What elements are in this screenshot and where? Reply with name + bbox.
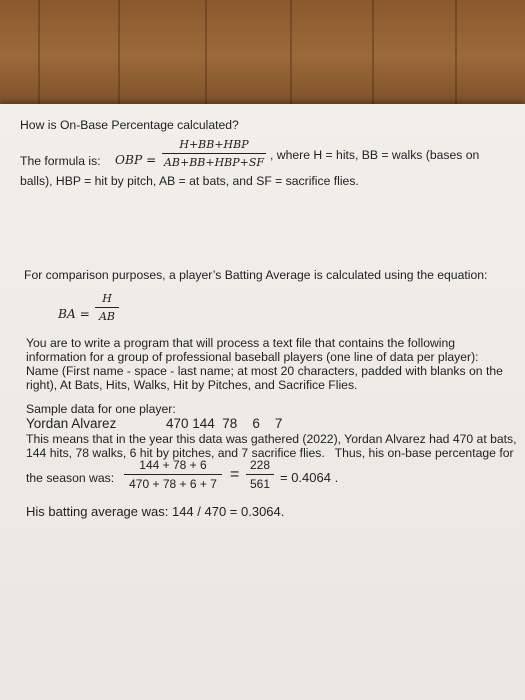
season-label: the season was:	[26, 471, 115, 485]
sample-denominator: 470 + 78 + 6 + 7	[129, 477, 217, 491]
obp-denominator: AB+BB+HBP+SF	[163, 156, 265, 169]
obp-sample-result-fraction	[246, 458, 274, 491]
ba-numerator: H	[102, 292, 112, 305]
sample-explain-2: 144 hits, 78 walks, 6 hit by pitches, and 7 sacrifice flies. Thus, his on-base percentage for	[26, 446, 514, 460]
ba-fraction	[95, 292, 119, 323]
task-line-3: Name (First name - space - last name; at most 20 characters, padded with blanks on the	[26, 364, 503, 378]
task-line-2: information for a group of professional baseball players (one line of data per player):	[26, 350, 479, 364]
sample-label: Sample data for one player:	[26, 402, 176, 416]
heading: How is On-Base Percentage calculated?	[20, 118, 239, 132]
formula-lhs: OBP =	[115, 153, 157, 167]
ba-denominator: AB	[98, 310, 116, 323]
ba-lhs: BA =	[58, 307, 90, 321]
obp-numerator: H+BB+HBP	[179, 138, 249, 151]
obp-sample-fraction	[124, 458, 222, 491]
sample-numerator: 144 + 78 + 6	[139, 458, 207, 472]
batting-average-text: His batting average was: 144 / 470 = 0.3064.	[26, 504, 285, 519]
formula-definitions: balls), HBP = hit by pitch, AB = at bats, and SF = sacrifice flies.	[20, 174, 359, 188]
formula-prefix: The formula is:	[20, 154, 101, 168]
task-line-4: right), At Bats, Hits, Walks, Hit by Pitches, and Sacrifice Flies.	[26, 378, 358, 392]
fraction-bar	[124, 474, 222, 475]
obp-fraction	[162, 138, 266, 169]
sample-result-numerator: 228	[249, 458, 271, 472]
formula-suffix: , where H = hits, BB = walks (bases on	[270, 148, 480, 162]
comparison-text: For comparison purposes, a player’s Batting Average is calculated using the equation:	[24, 268, 488, 282]
paper-sheet	[0, 104, 525, 700]
sample-player-values: 470 144 78 6 7	[166, 416, 283, 431]
fraction-bar	[95, 307, 119, 308]
task-line-1: You are to write a program that will process a text file that contains the following	[26, 336, 456, 350]
obp-result: = 0.4064 .	[280, 470, 339, 485]
sample-player-name: Yordan Alvarez	[26, 416, 117, 431]
sample-explain-1: This means that in the year this data was gathered (2022), Yordan Alvarez had 470 at bats,	[26, 432, 517, 446]
equals-sign: =	[230, 466, 240, 483]
sample-result-denominator: 561	[249, 477, 271, 491]
fraction-bar	[162, 153, 266, 154]
fraction-bar	[246, 474, 274, 475]
